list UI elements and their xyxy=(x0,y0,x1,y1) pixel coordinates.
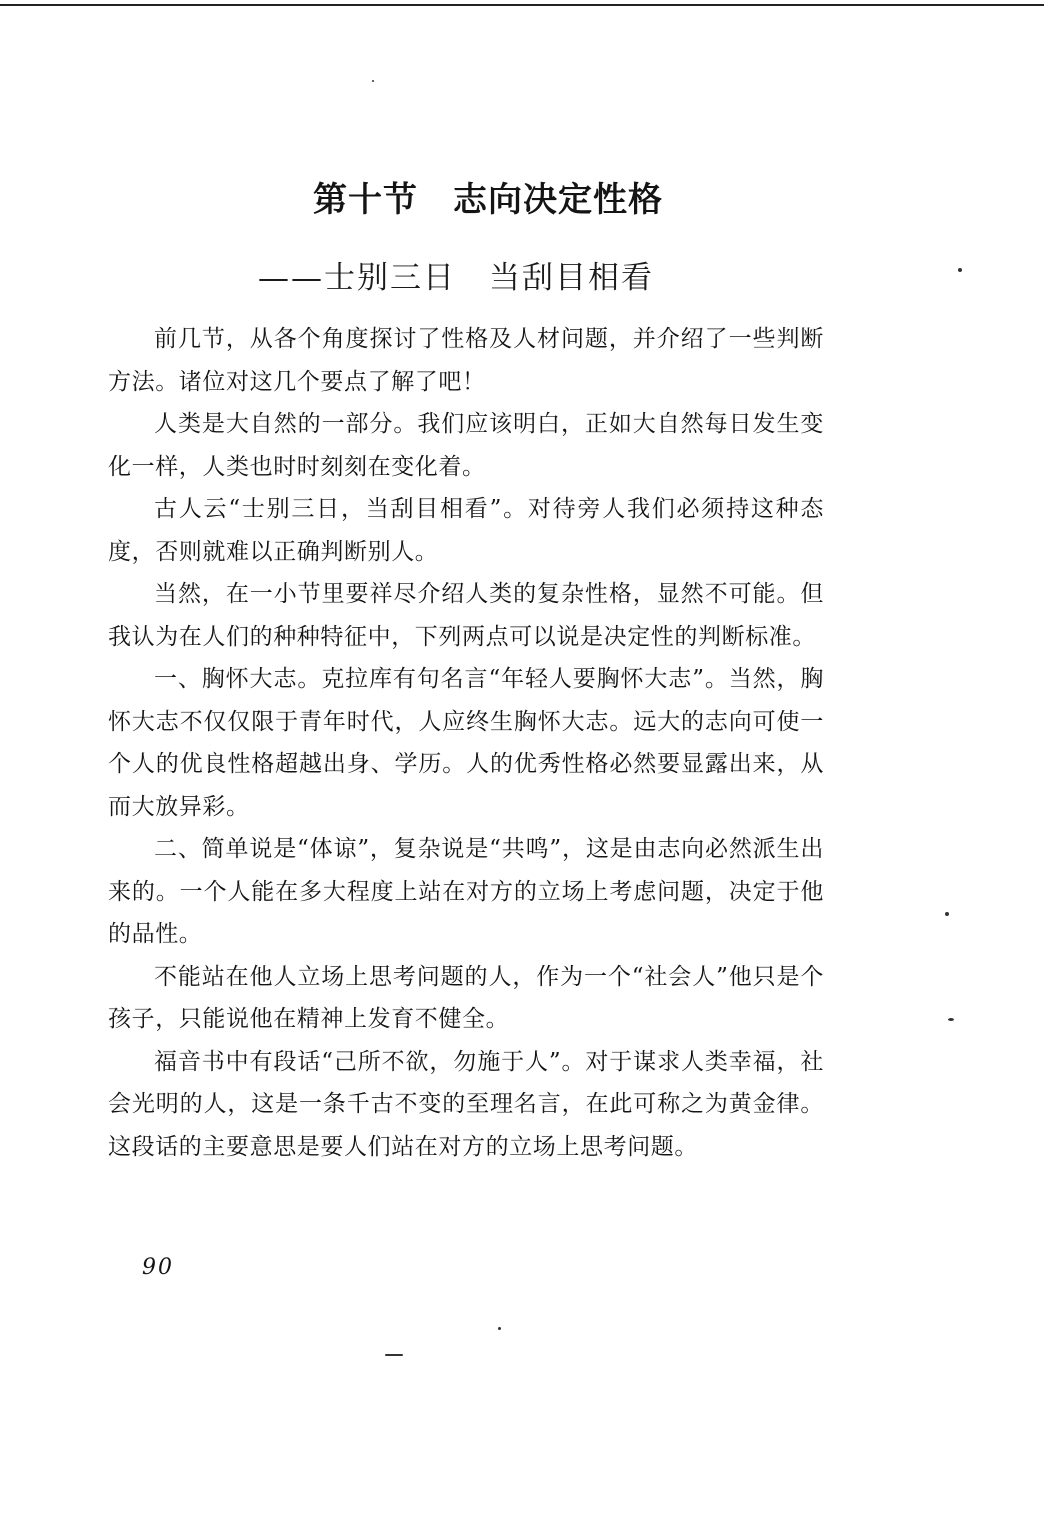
paragraph-3: 古人云“士别三日，当刮目相看”。对待旁人我们必须持这种态度，否则就难以正确判断别人。 xyxy=(108,496,824,565)
scan-speck xyxy=(948,1018,954,1021)
paragraph-7: 不能站在他人立场上思考问题的人，作为一个“社会人”他只是个孩子，只能说他在精神上发育不健全。 xyxy=(108,963,824,1032)
paragraph-8: 福音书中有段话“己所不欲，勿施于人”。对于谋求人类幸福，社会光明的人，这是一条千古不变的至理名言，在此可称之为黄金律。这段话的主要意思是要人们站在对方的立场上思考问题。 xyxy=(108,1048,824,1160)
page-number: 90 xyxy=(142,1255,174,1280)
scan-speck xyxy=(385,1354,403,1356)
section-subtitle: ——士别三日 当刮目相看 xyxy=(258,260,654,296)
scan-speck xyxy=(945,912,949,916)
body-text xyxy=(108,318,824,1168)
scan-speck xyxy=(958,268,962,272)
scan-speck xyxy=(372,80,374,82)
section-title: 第十节 志向决定性格 xyxy=(313,180,663,220)
paragraph-4: 当然，在一小节里要祥尽介绍人类的复杂性格，显然不可能。但我认为在人们的种种特征中，下列两点可以说是决定性的判断标准。 xyxy=(108,581,824,650)
paragraph-6: 二、简单说是“体谅”，复杂说是“共鸣”，这是由志向必然派生出来的。一个人能在多大程度上站在对方的立场上考虑问题，决定于他的品性。 xyxy=(108,836,824,947)
scan-speck xyxy=(498,1327,501,1330)
top-border-line xyxy=(0,4,1044,6)
paragraph-5: 一、胸怀大志。克拉库有句名言“年轻人要胸怀大志”。当然，胸怀大志不仅仅限于青年时代，人应终生胸怀大志。远大的志向可使一个人的优良性格超越出身、学历。人的优秀性格必然要显露出来，从而大放异彩。 xyxy=(108,666,824,820)
paragraph-1: 前几节，从各个角度探讨了性格及人材问题，并介绍了一些判断方法。诸位对这几个要点了解了吧！ xyxy=(108,326,824,395)
paragraph-2: 人类是大自然的一部分。我们应该明白，正如大自然每日发生变化一样，人类也时时刻刻在变化着。 xyxy=(108,411,824,480)
